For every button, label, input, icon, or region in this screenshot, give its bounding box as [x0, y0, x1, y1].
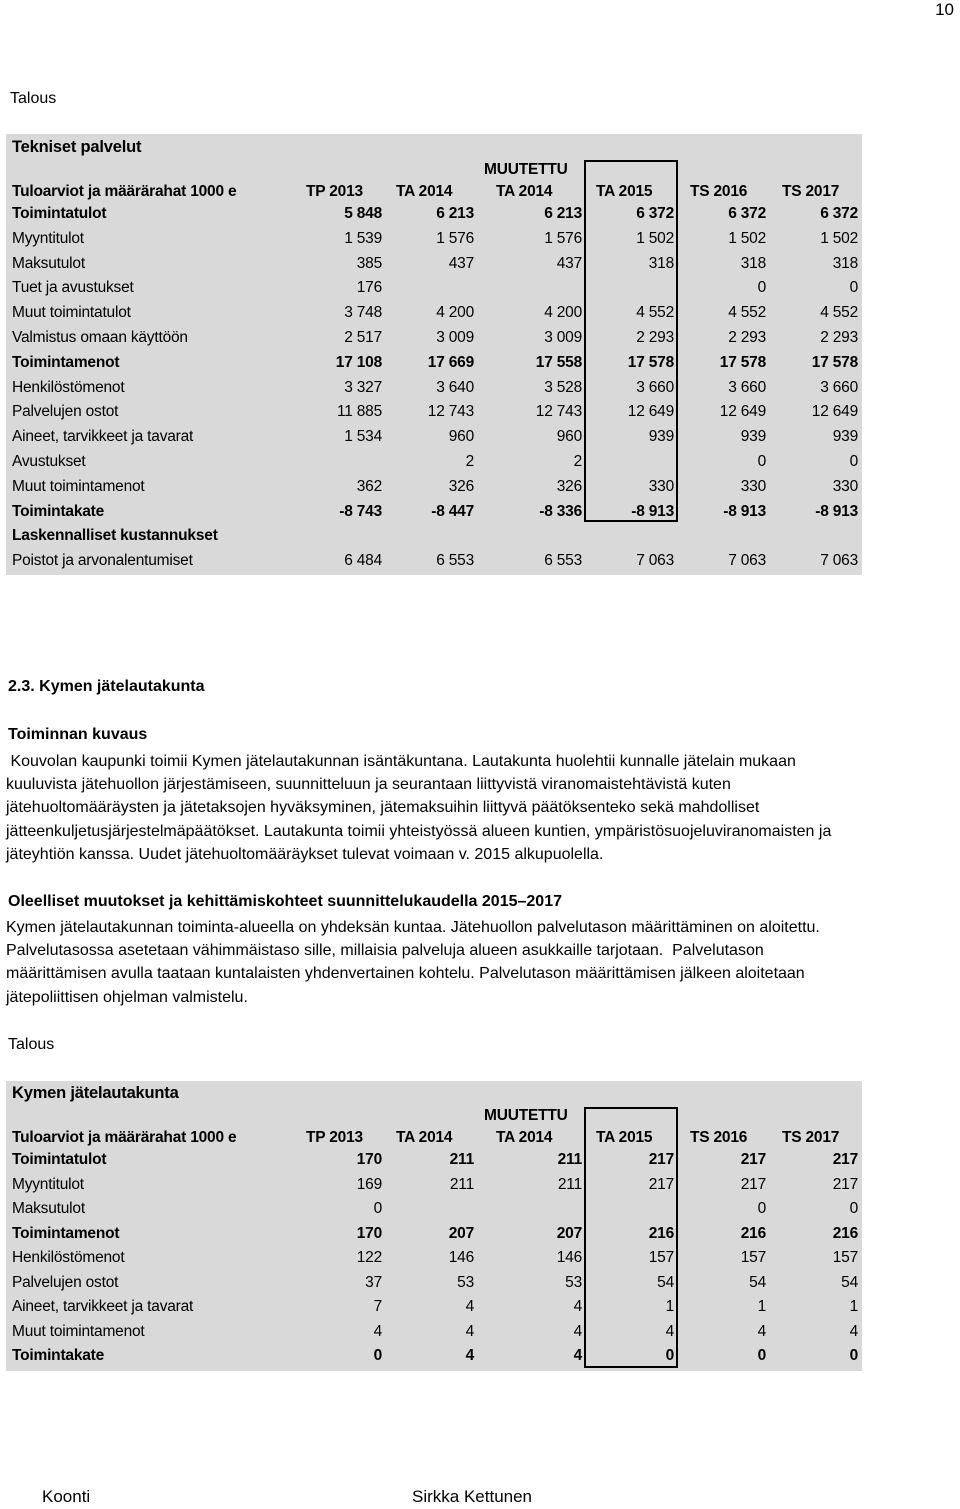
table-cell: 17 558	[535, 353, 582, 371]
table-cell: 4	[373, 1322, 382, 1340]
table-cell: 157	[648, 1249, 674, 1266]
table-cell: 1 502	[728, 229, 766, 247]
table-cell: -8 336	[539, 502, 582, 520]
table-cell: 54	[749, 1273, 766, 1291]
table-cell: 0	[849, 279, 858, 297]
table-cell: 211	[557, 1151, 582, 1168]
ta2015-column-frame	[584, 1107, 678, 1368]
row-label: Toimintakate	[12, 1347, 105, 1364]
row-label: Myyntitulot	[12, 229, 84, 247]
row-label: Palvelujen ostot	[12, 1273, 119, 1291]
table-row	[6, 503, 862, 528]
row-label: Aineet, tarvikkeet ja tavarat	[12, 428, 194, 446]
table-cell: 157	[832, 1249, 858, 1266]
table-cell: 217	[648, 1151, 674, 1168]
table-cell: 176	[356, 279, 382, 297]
column-header: TS 2016	[690, 183, 748, 200]
table-cell: 6 372	[728, 205, 766, 222]
table-cell: 216	[832, 1224, 858, 1242]
table-cell: 4 552	[728, 304, 766, 322]
table-cell: 3 748	[344, 304, 382, 322]
table-cell: 207	[556, 1224, 582, 1242]
table-row	[6, 428, 862, 453]
table-cell: 326	[556, 477, 582, 495]
text-line: Palvelutasossa asetetaan vähimmäistaso sille, millaisia palveluja alueen asukkaille tarjotaan. Palvelutason	[6, 942, 764, 960]
section-title: 2.3. Kymen jätelautakunta	[8, 678, 205, 695]
row-label: Toimintatulot	[12, 205, 107, 222]
table-cell: 11 885	[336, 403, 382, 421]
table-cell: 0	[849, 453, 858, 470]
table-row	[6, 1347, 862, 1372]
talous-heading-1: Talous	[10, 90, 57, 107]
table-cell: 6 372	[820, 205, 858, 222]
talous-heading-2: Talous	[8, 1036, 55, 1053]
table-cell: 7 063	[728, 552, 766, 570]
table-cell: 4	[465, 1298, 474, 1315]
table-cell: 211	[449, 1151, 474, 1168]
table-row	[6, 1176, 862, 1201]
table-row	[6, 354, 862, 379]
table-cell: 0	[849, 1347, 858, 1364]
column-header: TA 2014	[496, 1129, 553, 1146]
table-cell: 216	[648, 1224, 674, 1242]
table-cell: 960	[448, 428, 474, 446]
table-row	[6, 255, 862, 280]
table-cell: 3 660	[820, 378, 858, 396]
text-line: Kouvolan kaupunki toimii Kymen jätelautakunnan isäntäkuntana. Lautakunta huolehtii kunnalle jätelain mukaan	[6, 753, 796, 770]
table-row	[6, 1323, 862, 1348]
column-header: TP 2013	[306, 1129, 363, 1146]
table-cell: 318	[648, 254, 674, 272]
table-cell: 4	[573, 1298, 582, 1315]
table-row	[6, 1249, 862, 1274]
table-cell: 4 552	[820, 304, 858, 322]
table-cell: 0	[373, 1347, 382, 1364]
table-cell: 1	[665, 1298, 674, 1315]
table-cell: 1	[849, 1298, 858, 1315]
table-cell: 146	[448, 1249, 474, 1266]
table-cell: 1 539	[344, 229, 382, 247]
table-row	[6, 329, 862, 354]
text-line: Kymen jätelautakunnan toiminta-alueella on yhdeksän kuntaa. Jätehuollon palvelutason määrittäminen on aloitettu.	[6, 919, 820, 936]
table-cell: 3 528	[544, 378, 582, 396]
table-cell: 54	[841, 1273, 858, 1291]
column-header: TP 2013	[306, 183, 363, 200]
tekniset-palvelut-table	[6, 134, 862, 575]
column-header: TA 2015	[596, 1129, 653, 1146]
table-row	[6, 304, 862, 329]
table-cell: -8 913	[723, 502, 766, 520]
column-header: TS 2016	[690, 1129, 748, 1146]
table-cell: 4	[757, 1322, 766, 1340]
table-cell: 939	[740, 428, 766, 446]
table-cell: 4 552	[636, 304, 674, 322]
text-line: jätteenkuljetusjärjestelmäpäätökset. Lautakunta toimii yhteistyössä alueen kuntien, ympäristösuojeluviranomaisten ja	[6, 822, 832, 840]
table-cell: 4	[465, 1322, 474, 1340]
table-cell: 0	[849, 1200, 858, 1217]
muutokset-heading: Oleelliset muutokset ja kehittämiskohteet suunnittelukaudella 2015–2017	[8, 893, 562, 910]
row-label: Palvelujen ostot	[12, 403, 119, 421]
table-cell: 17 578	[627, 353, 674, 371]
row-label: Muut toimintatulot	[12, 304, 131, 322]
table-row	[6, 453, 862, 478]
row-label: Maksutulot	[12, 1200, 85, 1217]
table-cell: 3 640	[436, 378, 474, 396]
column-header: TA 2014	[396, 183, 453, 200]
text-line: jätehuoltomääräysten ja jätetaksojen hyväksyminen, jätemaksuihin liittyvä päätöksenteko sekä mahdolliset	[6, 799, 760, 817]
row-label: Toimintamenot	[12, 353, 120, 371]
row-label: Aineet, tarvikkeet ja tavarat	[12, 1298, 194, 1315]
table-cell: 12 649	[811, 403, 858, 421]
table-cell: 5 848	[344, 205, 382, 222]
table-cell: 216	[740, 1224, 766, 1242]
table-cell: 385	[356, 254, 382, 272]
table-row	[6, 1298, 862, 1323]
table-cell: 6 372	[636, 205, 674, 222]
table-cell: 6 213	[544, 205, 582, 222]
table-cell: 1 502	[636, 229, 674, 247]
table-cell: 53	[565, 1273, 582, 1291]
table-cell: 2	[465, 453, 474, 470]
table-row	[6, 527, 862, 552]
table-row	[6, 1200, 862, 1225]
table-cell: 4	[849, 1322, 858, 1340]
table-cell: 318	[740, 254, 766, 272]
table-row	[6, 1151, 862, 1176]
table-row	[6, 403, 862, 428]
table-cell: 6 553	[544, 552, 582, 570]
row-label: Muut toimintamenot	[12, 1322, 145, 1340]
row-label: Laskennalliset kustannukset	[12, 527, 218, 545]
toiminnan-kuvaus-heading: Toiminnan kuvaus	[8, 726, 148, 743]
table-row	[6, 1225, 862, 1250]
column-header: TA 2014	[496, 183, 553, 200]
table-cell: 330	[740, 477, 766, 495]
text-line: määrittämisen avulla taataan kuntalaisten yhdenvertainen kohtelu. Palvelutason määrittämisen jälkeen aloitetaan	[6, 965, 805, 983]
table-cell: -8 447	[431, 502, 474, 520]
table-cell: 3 660	[728, 378, 766, 396]
table-cell: 217	[832, 1151, 858, 1168]
row-label: Henkilöstömenot	[12, 378, 125, 396]
table-cell: -8 913	[631, 502, 674, 520]
table-cell: 4	[465, 1347, 474, 1364]
table-row	[6, 478, 862, 503]
table-cell: 3 009	[436, 329, 474, 346]
table-cell: 4	[665, 1322, 674, 1340]
page-number: 10	[935, 0, 954, 19]
table-cell: 217	[832, 1175, 858, 1193]
table-cell: 2 293	[728, 329, 766, 346]
kymen-jatelautakunta-table	[6, 1081, 862, 1371]
table-cell: 170	[356, 1224, 382, 1242]
table-cell: 169	[356, 1175, 382, 1193]
table-cell: 2	[573, 453, 582, 470]
table-cell: 211	[557, 1175, 582, 1193]
toiminnan-kuvaus-text	[6, 750, 956, 866]
table-cell: -8 743	[339, 502, 382, 520]
table-cell: 54	[657, 1273, 674, 1291]
table-cell: 2 517	[344, 329, 382, 346]
row-label: Tuet ja avustukset	[12, 279, 134, 297]
table-cell: 362	[356, 477, 382, 495]
table-cell: 326	[448, 477, 474, 495]
header-label: Tuloarviot ja määrärahat 1000 e	[12, 183, 237, 200]
row-label: Toimintakate	[12, 502, 105, 520]
table-cell: 1 534	[344, 428, 382, 446]
table-cell: 0	[757, 1200, 766, 1217]
table-title: Tekniset palvelut	[12, 138, 142, 156]
table-cell: 217	[648, 1175, 674, 1193]
row-label: Toimintatulot	[12, 1151, 107, 1168]
row-label: Maksutulot	[12, 254, 85, 272]
table-cell: 437	[448, 254, 474, 272]
table-cell: 217	[740, 1151, 766, 1168]
table-cell: 939	[648, 428, 674, 446]
row-label: Henkilöstömenot	[12, 1249, 125, 1266]
table-cell: 330	[832, 477, 858, 495]
table-cell: 217	[740, 1175, 766, 1193]
table-cell: 318	[832, 254, 858, 272]
table-cell: 6 553	[436, 552, 474, 570]
table-row	[6, 279, 862, 304]
table-row	[6, 379, 862, 404]
table-cell: 1	[757, 1298, 766, 1315]
table-cell: 17 108	[335, 353, 382, 371]
table-cell: 53	[457, 1273, 474, 1291]
muutettu-header: MUUTETTU	[484, 1107, 568, 1124]
muutettu-header: MUUTETTU	[484, 161, 568, 178]
column-header: TA 2014	[396, 1129, 453, 1146]
table-cell: 157	[740, 1249, 766, 1266]
table-row	[6, 1274, 862, 1299]
table-cell: -8 913	[815, 502, 858, 520]
row-label: Myyntitulot	[12, 1175, 84, 1193]
table-cell: 211	[449, 1175, 474, 1193]
table-cell: 1 576	[436, 229, 474, 247]
row-label: Valmistus omaan käyttöön	[12, 329, 188, 346]
table-cell: 6 213	[436, 205, 474, 222]
table-cell: 146	[556, 1249, 582, 1266]
table-cell: 0	[373, 1200, 382, 1217]
table-cell: 17 578	[811, 353, 858, 371]
table-cell: 12 743	[535, 403, 582, 421]
row-label: Poistot ja arvonalentumiset	[12, 552, 193, 570]
column-header: TS 2017	[782, 183, 840, 200]
table-cell: 12 649	[627, 403, 674, 421]
table-cell: 3 009	[544, 329, 582, 346]
table-title: Kymen jätelautakunta	[12, 1084, 179, 1102]
table-cell: 122	[356, 1249, 382, 1266]
table-cell: 1 576	[544, 229, 582, 247]
table-cell: 330	[648, 477, 674, 495]
text-line: jäteyhtiön kanssa. Uudet jätehuoltomääräykset tulevat voimaan v. 2015 alkupuolella.	[6, 845, 604, 863]
table-cell: 0	[757, 1347, 766, 1364]
row-label: Muut toimintamenot	[12, 477, 145, 495]
table-cell: 4 200	[436, 304, 474, 322]
table-cell: 4 200	[544, 304, 582, 322]
table-cell: 207	[448, 1224, 474, 1242]
table-row	[6, 205, 862, 230]
muutokset-text	[6, 916, 956, 1009]
table-cell: 0	[757, 279, 766, 297]
table-cell: 1 502	[820, 229, 858, 247]
row-label: Toimintamenot	[12, 1224, 120, 1242]
table-cell: 939	[832, 428, 858, 446]
text-line: jätepoliittisen ohjelman valmistelu.	[6, 988, 248, 1006]
table-cell: 2 293	[820, 329, 858, 346]
column-header: TS 2017	[782, 1129, 840, 1146]
table-row	[6, 552, 862, 577]
table-cell: 17 669	[427, 353, 474, 371]
header-label: Tuloarviot ja määrärahat 1000 e	[12, 1129, 237, 1146]
table-row	[6, 230, 862, 255]
table-cell: 7 063	[820, 552, 858, 570]
table-cell: 37	[365, 1273, 382, 1291]
table-cell: 17 578	[719, 353, 766, 371]
table-cell: 3 660	[636, 378, 674, 396]
table-cell: 170	[356, 1151, 382, 1168]
column-header: TA 2015	[596, 183, 653, 200]
table-cell: 12 743	[427, 403, 474, 421]
ta2015-column-frame	[584, 160, 678, 522]
row-label: Avustukset	[12, 453, 86, 470]
table-cell: 12 649	[719, 403, 766, 421]
footer-left: Koonti	[42, 1487, 91, 1506]
table-cell: 6 484	[344, 552, 382, 570]
table-cell: 2 293	[636, 329, 674, 346]
table-cell: 4	[573, 1322, 582, 1340]
table-cell: 7 063	[636, 552, 674, 570]
table-cell: 0	[665, 1347, 674, 1364]
text-line: kuuluvista jätehuollon järjestämiseen, suunnitteluun ja seurantaan liittyvistä viranomaistehtävistä kuten	[6, 776, 731, 794]
table-cell: 3 327	[344, 378, 382, 396]
table-cell: 7	[373, 1298, 382, 1315]
footer-right: Sirkka Kettunen	[412, 1487, 533, 1506]
table-cell: 960	[556, 428, 582, 446]
table-cell: 0	[757, 453, 766, 470]
table-cell: 437	[556, 254, 582, 272]
table-cell: 4	[573, 1347, 582, 1364]
